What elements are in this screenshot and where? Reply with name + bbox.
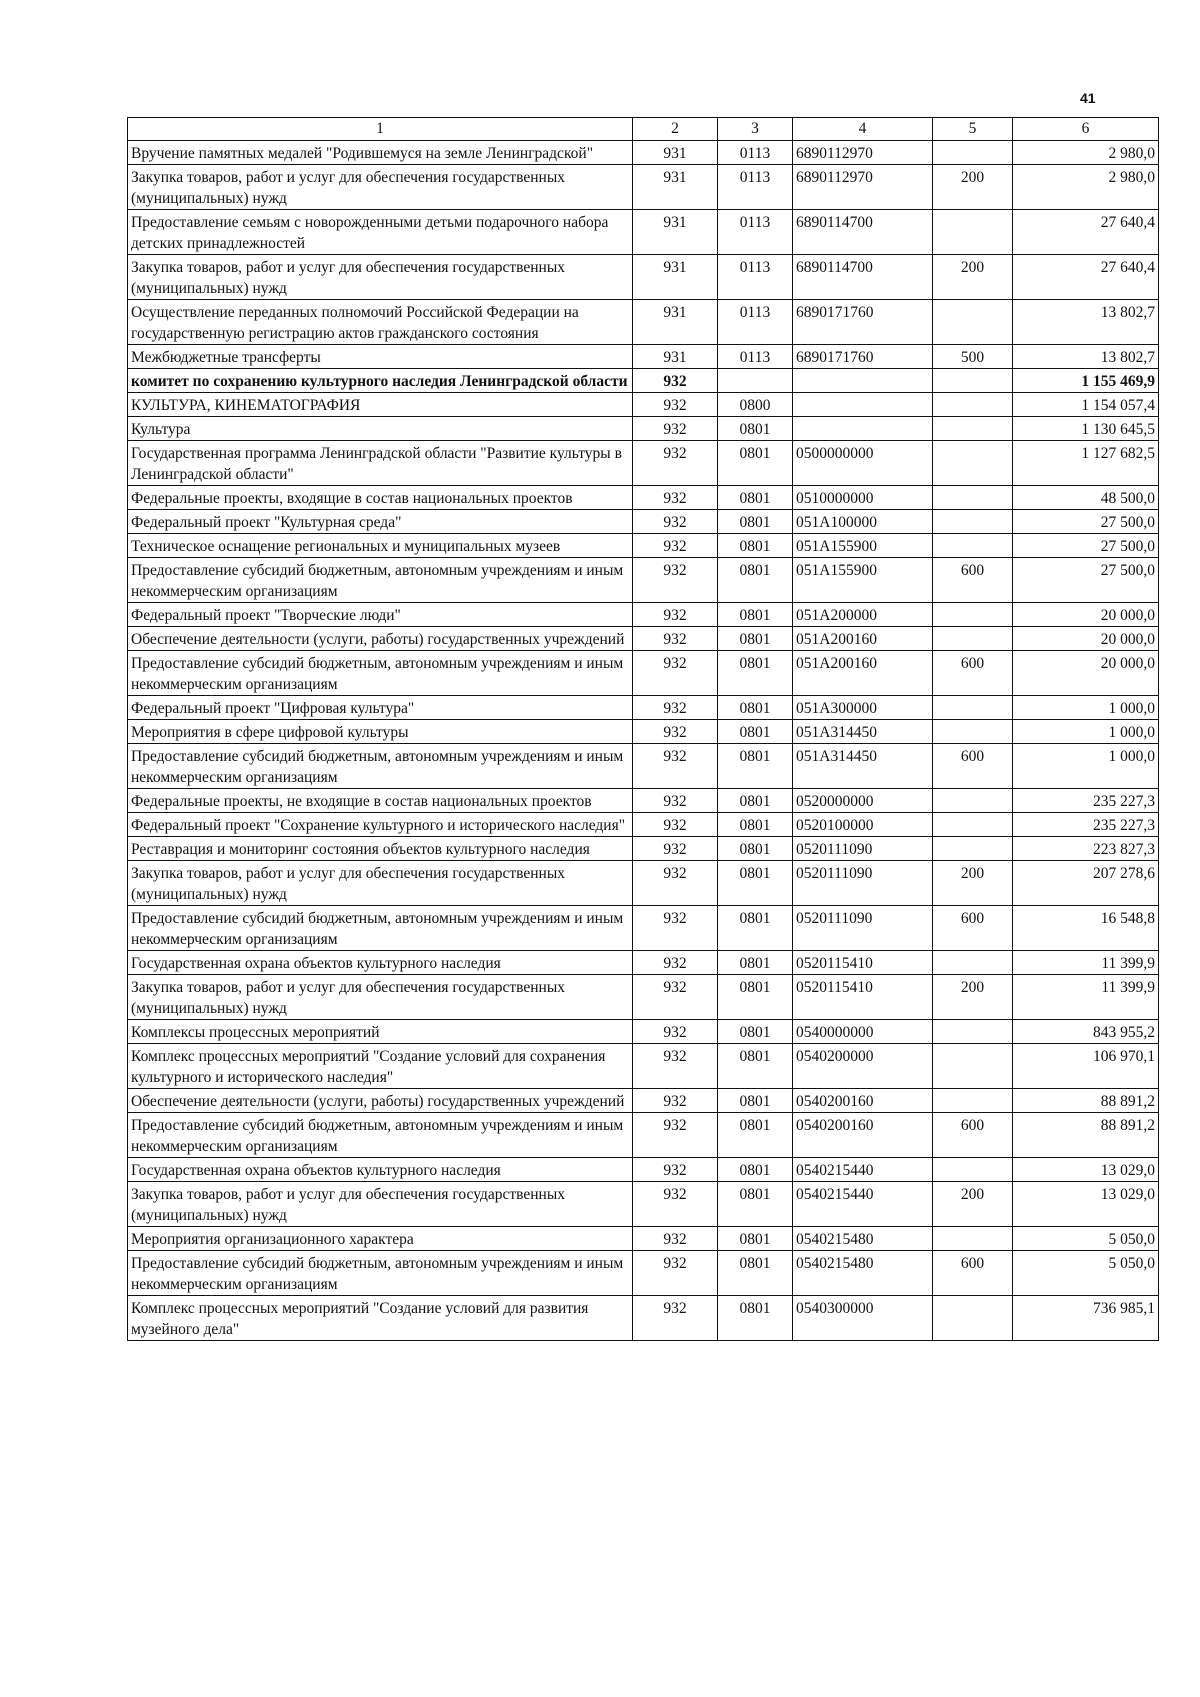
row-section-code: 0801 — [718, 603, 793, 627]
table-row — [128, 813, 1159, 837]
row-target-article: 0540200000 — [793, 1044, 933, 1089]
row-amount: 207 278,6 — [1013, 861, 1159, 906]
row-amount: 1 000,0 — [1013, 744, 1159, 789]
row-description: Предоставление семьям с новорожденными детьми подарочного набора детских принадлежностей — [128, 210, 633, 255]
row-ministry-code: 932 — [633, 837, 718, 861]
row-ministry-code: 931 — [633, 300, 718, 345]
row-target-article: 0520115410 — [793, 975, 933, 1020]
row-target-article: 6890112970 — [793, 141, 933, 165]
row-section-code: 0113 — [718, 210, 793, 255]
row-section-code: 0801 — [718, 1296, 793, 1341]
row-expense-type — [933, 210, 1013, 255]
row-description: Мероприятия в сфере цифровой культуры — [128, 720, 633, 744]
row-ministry-code: 932 — [633, 417, 718, 441]
row-ministry-code: 931 — [633, 210, 718, 255]
table-row — [128, 534, 1159, 558]
row-description: Федеральные проекты, не входящие в состав национальных проектов — [128, 789, 633, 813]
row-description: Закупка товаров, работ и услуг для обеспечения государственных (муниципальных) нужд — [128, 165, 633, 210]
row-expense-type: 600 — [933, 744, 1013, 789]
row-description: Закупка товаров, работ и услуг для обеспечения государственных (муниципальных) нужд — [128, 255, 633, 300]
row-description: Культура — [128, 417, 633, 441]
row-target-article — [793, 369, 933, 393]
row-section-code: 0113 — [718, 255, 793, 300]
row-ministry-code: 932 — [633, 1158, 718, 1182]
row-target-article: 051A155900 — [793, 534, 933, 558]
table-row — [128, 627, 1159, 651]
row-ministry-code: 932 — [633, 720, 718, 744]
row-section-code: 0801 — [718, 534, 793, 558]
row-expense-type — [933, 417, 1013, 441]
row-amount: 2 980,0 — [1013, 165, 1159, 210]
row-description: КУЛЬТУРА, КИНЕМАТОГРАФИЯ — [128, 393, 633, 417]
row-description: Реставрация и мониторинг состояния объектов культурного наследия — [128, 837, 633, 861]
row-ministry-code: 932 — [633, 627, 718, 651]
row-target-article: 0510000000 — [793, 486, 933, 510]
row-target-article: 0520100000 — [793, 813, 933, 837]
row-section-code: 0801 — [718, 510, 793, 534]
row-target-article: 0540215480 — [793, 1251, 933, 1296]
table-row — [128, 906, 1159, 951]
row-description: Предоставление субсидий бюджетным, автономным учреждениям и иным некоммерческим организациям — [128, 906, 633, 951]
row-section-code: 0801 — [718, 1020, 793, 1044]
row-expense-type — [933, 1158, 1013, 1182]
table-row — [128, 1158, 1159, 1182]
row-amount: 11 399,9 — [1013, 951, 1159, 975]
row-amount: 27 640,4 — [1013, 255, 1159, 300]
row-section-code: 0801 — [718, 906, 793, 951]
table-row — [128, 696, 1159, 720]
row-target-article: 0520111090 — [793, 861, 933, 906]
row-section-code: 0801 — [718, 696, 793, 720]
row-section-code: 0801 — [718, 441, 793, 486]
row-amount: 27 500,0 — [1013, 510, 1159, 534]
table-row — [128, 651, 1159, 696]
row-section-code: 0801 — [718, 1251, 793, 1296]
row-ministry-code: 931 — [633, 255, 718, 300]
row-ministry-code: 932 — [633, 1227, 718, 1251]
row-amount: 13 029,0 — [1013, 1158, 1159, 1182]
header-col-5: 5 — [933, 118, 1013, 141]
table-row — [128, 1182, 1159, 1227]
row-amount: 1 130 645,5 — [1013, 417, 1159, 441]
row-ministry-code: 932 — [633, 1113, 718, 1158]
row-target-article: 0540200160 — [793, 1113, 933, 1158]
row-section-code: 0113 — [718, 165, 793, 210]
row-expense-type: 600 — [933, 1113, 1013, 1158]
row-section-code: 0801 — [718, 1113, 793, 1158]
row-description: Закупка товаров, работ и услуг для обеспечения государственных (муниципальных) нужд — [128, 975, 633, 1020]
table-row — [128, 210, 1159, 255]
row-section-code: 0801 — [718, 789, 793, 813]
row-amount: 11 399,9 — [1013, 975, 1159, 1020]
row-amount: 48 500,0 — [1013, 486, 1159, 510]
row-expense-type — [933, 300, 1013, 345]
row-amount: 13 802,7 — [1013, 345, 1159, 369]
row-amount: 13 802,7 — [1013, 300, 1159, 345]
row-amount: 20 000,0 — [1013, 651, 1159, 696]
row-ministry-code: 932 — [633, 1089, 718, 1113]
row-ministry-code: 932 — [633, 975, 718, 1020]
row-expense-type — [933, 510, 1013, 534]
row-amount: 16 548,8 — [1013, 906, 1159, 951]
table-row — [128, 603, 1159, 627]
table-row — [128, 141, 1159, 165]
row-description: Государственная охрана объектов культурного наследия — [128, 951, 633, 975]
row-section-code: 0800 — [718, 393, 793, 417]
row-amount: 27 640,4 — [1013, 210, 1159, 255]
row-amount: 1 154 057,4 — [1013, 393, 1159, 417]
row-section-code — [718, 369, 793, 393]
row-section-code: 0801 — [718, 720, 793, 744]
header-col-6: 6 — [1013, 118, 1159, 141]
row-section-code: 0801 — [718, 975, 793, 1020]
row-expense-type — [933, 141, 1013, 165]
row-expense-type: 600 — [933, 558, 1013, 603]
table-row — [128, 345, 1159, 369]
row-description: Федеральные проекты, входящие в состав национальных проектов — [128, 486, 633, 510]
row-target-article: 0520111090 — [793, 837, 933, 861]
row-description: Государственная охрана объектов культурного наследия — [128, 1158, 633, 1182]
row-ministry-code: 931 — [633, 165, 718, 210]
row-description: Предоставление субсидий бюджетным, автономным учреждениям и иным некоммерческим организациям — [128, 558, 633, 603]
row-amount: 27 500,0 — [1013, 534, 1159, 558]
row-target-article: 0540215440 — [793, 1158, 933, 1182]
row-target-article: 0520111090 — [793, 906, 933, 951]
row-target-article: 051A200000 — [793, 603, 933, 627]
row-target-article: 051A200160 — [793, 651, 933, 696]
budget-table — [127, 117, 1159, 1341]
row-expense-type — [933, 603, 1013, 627]
row-description: Предоставление субсидий бюджетным, автономным учреждениям и иным некоммерческим организациям — [128, 651, 633, 696]
row-section-code: 0801 — [718, 837, 793, 861]
row-amount: 106 970,1 — [1013, 1044, 1159, 1089]
table-row — [128, 1296, 1159, 1341]
table-row — [128, 1089, 1159, 1113]
row-expense-type: 600 — [933, 651, 1013, 696]
row-target-article: 051A200160 — [793, 627, 933, 651]
table-row — [128, 951, 1159, 975]
table-row — [128, 393, 1159, 417]
row-expense-type — [933, 369, 1013, 393]
row-section-code: 0801 — [718, 1044, 793, 1089]
row-target-article: 0520000000 — [793, 789, 933, 813]
row-amount: 27 500,0 — [1013, 558, 1159, 603]
table-row — [128, 441, 1159, 486]
row-ministry-code: 932 — [633, 603, 718, 627]
row-amount: 2 980,0 — [1013, 141, 1159, 165]
row-amount: 5 050,0 — [1013, 1227, 1159, 1251]
row-target-article: 051A100000 — [793, 510, 933, 534]
row-target-article: 051A314450 — [793, 720, 933, 744]
table-row — [128, 1227, 1159, 1251]
row-description: Комплекс процессных мероприятий "Создание условий для развития музейного дела" — [128, 1296, 633, 1341]
row-expense-type — [933, 813, 1013, 837]
row-target-article: 6890112970 — [793, 165, 933, 210]
row-description: Осуществление переданных полномочий Российской Федерации на государственную регистрацию актов гражданского состояния — [128, 300, 633, 345]
row-amount: 13 029,0 — [1013, 1182, 1159, 1227]
row-amount: 1 000,0 — [1013, 720, 1159, 744]
row-amount: 736 985,1 — [1013, 1296, 1159, 1341]
table-row — [128, 165, 1159, 210]
row-section-code: 0113 — [718, 300, 793, 345]
row-expense-type — [933, 393, 1013, 417]
row-description: Обеспечение деятельности (услуги, работы) государственных учреждений — [128, 627, 633, 651]
row-ministry-code: 932 — [633, 1182, 718, 1227]
row-expense-type — [933, 1296, 1013, 1341]
row-section-code: 0801 — [718, 558, 793, 603]
row-ministry-code: 932 — [633, 534, 718, 558]
table-row — [128, 558, 1159, 603]
row-ministry-code: 932 — [633, 744, 718, 789]
row-expense-type — [933, 1020, 1013, 1044]
row-expense-type — [933, 627, 1013, 651]
row-ministry-code: 932 — [633, 1296, 718, 1341]
row-expense-type: 600 — [933, 1251, 1013, 1296]
row-ministry-code: 932 — [633, 369, 718, 393]
row-expense-type — [933, 1044, 1013, 1089]
row-expense-type: 200 — [933, 975, 1013, 1020]
row-description: комитет по сохранению культурного наследия Ленинградской области — [128, 369, 633, 393]
row-ministry-code: 932 — [633, 906, 718, 951]
row-expense-type — [933, 441, 1013, 486]
row-amount: 843 955,2 — [1013, 1020, 1159, 1044]
header-col-4: 4 — [793, 118, 933, 141]
row-target-article: 051A155900 — [793, 558, 933, 603]
row-target-article: 051A300000 — [793, 696, 933, 720]
row-expense-type — [933, 720, 1013, 744]
table-row — [128, 789, 1159, 813]
table-row — [128, 837, 1159, 861]
row-target-article: 0540215480 — [793, 1227, 933, 1251]
row-description: Закупка товаров, работ и услуг для обеспечения государственных (муниципальных) нужд — [128, 1182, 633, 1227]
row-expense-type — [933, 951, 1013, 975]
row-expense-type: 200 — [933, 165, 1013, 210]
row-expense-type: 200 — [933, 255, 1013, 300]
row-section-code: 0801 — [718, 1227, 793, 1251]
header-col-1: 1 — [128, 118, 633, 141]
row-description: Вручение памятных медалей "Родившемуся на земле Ленинградской" — [128, 141, 633, 165]
row-ministry-code: 932 — [633, 441, 718, 486]
page-number: 41 — [1080, 90, 1096, 106]
row-description: Федеральный проект "Сохранение культурного и исторического наследия" — [128, 813, 633, 837]
row-expense-type: 500 — [933, 345, 1013, 369]
row-expense-type: 200 — [933, 861, 1013, 906]
table-row — [128, 744, 1159, 789]
row-target-article: 0540215440 — [793, 1182, 933, 1227]
table-row — [128, 486, 1159, 510]
row-amount: 1 000,0 — [1013, 696, 1159, 720]
row-section-code: 0801 — [718, 1182, 793, 1227]
table-row — [128, 255, 1159, 300]
table-row — [128, 720, 1159, 744]
row-expense-type: 600 — [933, 906, 1013, 951]
row-target-article: 6890171760 — [793, 300, 933, 345]
row-description: Предоставление субсидий бюджетным, автономным учреждениям и иным некоммерческим организациям — [128, 1113, 633, 1158]
table-row — [128, 300, 1159, 345]
row-section-code: 0801 — [718, 627, 793, 651]
row-amount: 20 000,0 — [1013, 603, 1159, 627]
table-row — [128, 1044, 1159, 1089]
row-section-code: 0113 — [718, 345, 793, 369]
row-target-article: 0520115410 — [793, 951, 933, 975]
table-row — [128, 369, 1159, 393]
row-description: Федеральный проект "Цифровая культура" — [128, 696, 633, 720]
row-amount: 1 155 469,9 — [1013, 369, 1159, 393]
row-ministry-code: 932 — [633, 486, 718, 510]
row-target-article: 0540000000 — [793, 1020, 933, 1044]
row-ministry-code: 932 — [633, 789, 718, 813]
row-ministry-code: 932 — [633, 696, 718, 720]
row-amount: 88 891,2 — [1013, 1113, 1159, 1158]
row-section-code: 0801 — [718, 1089, 793, 1113]
table-row — [128, 1251, 1159, 1296]
table-row — [128, 1020, 1159, 1044]
row-description: Межбюджетные трансферты — [128, 345, 633, 369]
row-section-code: 0113 — [718, 141, 793, 165]
row-amount: 88 891,2 — [1013, 1089, 1159, 1113]
row-target-article: 6890114700 — [793, 255, 933, 300]
row-ministry-code: 932 — [633, 951, 718, 975]
table-row — [128, 975, 1159, 1020]
row-section-code: 0801 — [718, 744, 793, 789]
header-col-2: 2 — [633, 118, 718, 141]
row-ministry-code: 932 — [633, 861, 718, 906]
row-ministry-code: 932 — [633, 510, 718, 534]
row-target-article: 6890171760 — [793, 345, 933, 369]
row-expense-type — [933, 1227, 1013, 1251]
row-target-article — [793, 417, 933, 441]
row-expense-type — [933, 696, 1013, 720]
row-target-article: 6890114700 — [793, 210, 933, 255]
row-target-article: 051A314450 — [793, 744, 933, 789]
row-target-article: 0540200160 — [793, 1089, 933, 1113]
table-body — [128, 141, 1159, 1341]
row-amount: 235 227,3 — [1013, 789, 1159, 813]
row-expense-type — [933, 1089, 1013, 1113]
row-expense-type — [933, 837, 1013, 861]
row-section-code: 0801 — [718, 813, 793, 837]
row-ministry-code: 932 — [633, 651, 718, 696]
row-description: Мероприятия организационного характера — [128, 1227, 633, 1251]
row-expense-type: 200 — [933, 1182, 1013, 1227]
row-expense-type — [933, 486, 1013, 510]
row-ministry-code: 931 — [633, 345, 718, 369]
row-amount: 1 127 682,5 — [1013, 441, 1159, 486]
row-target-article — [793, 393, 933, 417]
row-description: Комплекс процессных мероприятий "Создание условий для сохранения культурного и исторического наследия" — [128, 1044, 633, 1089]
row-description: Государственная программа Ленинградской области "Развитие культуры в Ленинградской области" — [128, 441, 633, 486]
row-ministry-code: 932 — [633, 558, 718, 603]
row-expense-type — [933, 789, 1013, 813]
row-description: Предоставление субсидий бюджетным, автономным учреждениям и иным некоммерческим организациям — [128, 1251, 633, 1296]
table-row — [128, 417, 1159, 441]
table-row — [128, 1113, 1159, 1158]
row-ministry-code: 932 — [633, 393, 718, 417]
row-section-code: 0801 — [718, 1158, 793, 1182]
row-section-code: 0801 — [718, 951, 793, 975]
row-ministry-code: 931 — [633, 141, 718, 165]
row-target-article: 0540300000 — [793, 1296, 933, 1341]
header-col-3: 3 — [718, 118, 793, 141]
row-description: Предоставление субсидий бюджетным, автономным учреждениям и иным некоммерческим организациям — [128, 744, 633, 789]
row-ministry-code: 932 — [633, 1044, 718, 1089]
table-row — [128, 510, 1159, 534]
row-description: Закупка товаров, работ и услуг для обеспечения государственных (муниципальных) нужд — [128, 861, 633, 906]
row-amount: 5 050,0 — [1013, 1251, 1159, 1296]
row-amount: 20 000,0 — [1013, 627, 1159, 651]
row-ministry-code: 932 — [633, 1251, 718, 1296]
row-target-article: 0500000000 — [793, 441, 933, 486]
row-amount: 223 827,3 — [1013, 837, 1159, 861]
row-ministry-code: 932 — [633, 813, 718, 837]
row-section-code: 0801 — [718, 417, 793, 441]
row-description: Обеспечение деятельности (услуги, работы) государственных учреждений — [128, 1089, 633, 1113]
row-description: Федеральный проект "Культурная среда" — [128, 510, 633, 534]
row-section-code: 0801 — [718, 486, 793, 510]
row-expense-type — [933, 534, 1013, 558]
table-row — [128, 861, 1159, 906]
header-row — [128, 118, 1159, 141]
row-ministry-code: 932 — [633, 1020, 718, 1044]
row-amount: 235 227,3 — [1013, 813, 1159, 837]
row-section-code: 0801 — [718, 861, 793, 906]
row-section-code: 0801 — [718, 651, 793, 696]
row-description: Федеральный проект "Творческие люди" — [128, 603, 633, 627]
row-description: Техническое оснащение региональных и муниципальных музеев — [128, 534, 633, 558]
row-description: Комплексы процессных мероприятий — [128, 1020, 633, 1044]
